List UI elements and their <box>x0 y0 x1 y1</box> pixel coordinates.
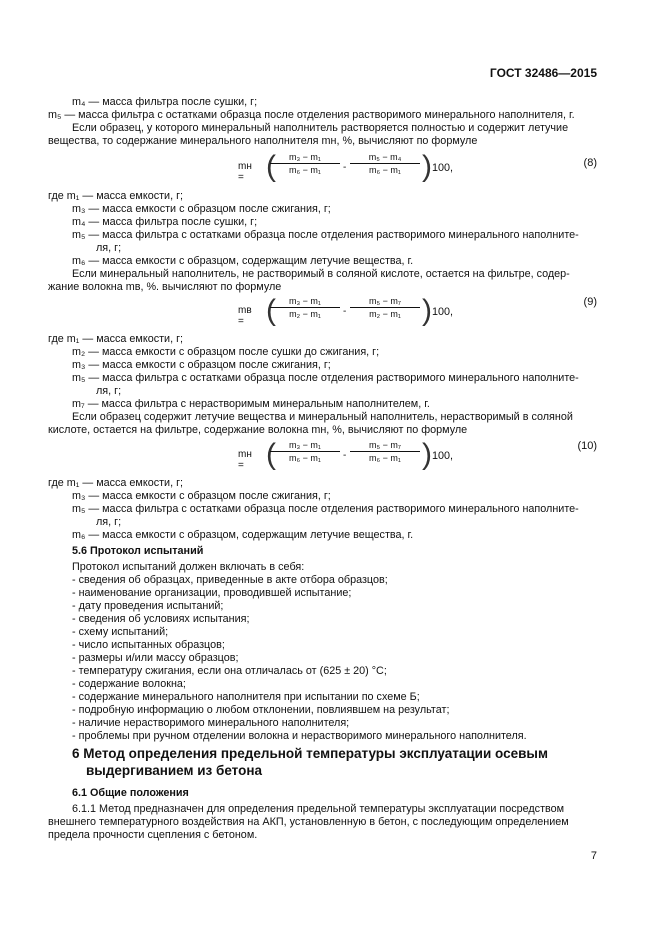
section-heading: 6.1 Общие положения <box>72 787 189 799</box>
formula-tail: 100, <box>432 162 454 174</box>
list-item: - температуру сжигания, если она отличалась от (625 ± 20) °С; <box>72 665 387 677</box>
legend-line: m₅ — масса фильтра с остатками образца после отделения растворимого минерального наполните- <box>72 503 579 515</box>
legend-line: m₃ — масса емкости с образцом после сжигания, г; <box>72 203 331 215</box>
minus-sign: - <box>343 450 347 461</box>
equation-number: (8) <box>583 157 597 169</box>
denominator: m₆ − m₁ <box>289 453 321 463</box>
equation-number: (10) <box>577 440 597 452</box>
legend-line: ля, г; <box>96 385 122 397</box>
page-number: 7 <box>590 850 597 862</box>
denominator: m₆ − m₁ <box>289 165 321 175</box>
left-bracket: ( <box>266 438 276 471</box>
list-item: - подробную информацию о любом отклонении, повлиявшем на результат; <box>72 704 450 716</box>
denominator: m₂ − m₁ <box>369 309 401 319</box>
paragraph-line: 6.1.1 Метод предназначен для определения предельной температуры эксплуатации посредством <box>72 803 565 815</box>
legend-line: m₃ — масса емкости с образцом после сжигания, г; <box>72 490 331 502</box>
legend-line: где m₁ — масса емкости, г; <box>48 190 184 202</box>
list-item: - наименование организации, проводившей испытание; <box>72 587 352 599</box>
paragraph-line: внешнего температурного воздействия на АКП, установленную в бетон, с последующим определением <box>48 816 569 828</box>
legend-line: m₄ — масса фильтра после сушки, г; <box>72 96 258 108</box>
numerator: m₃ − m₁ <box>270 152 340 164</box>
list-item: - сведения об условиях испытания; <box>72 613 250 625</box>
legend-line: m₇ — масса фильтра с нерастворимым минеральным наполнителем, г. <box>72 398 430 410</box>
paragraph-line: жание волокна mв, %. вычисляют по формуле <box>48 281 282 293</box>
fraction-1 <box>270 440 340 463</box>
formula-tail: 100, <box>432 306 454 318</box>
list-item: - схему испытаний; <box>72 626 169 638</box>
legend-line: m₅ — масса фильтра с остатками образца после отделения растворимого минерального наполнителя, г. <box>48 109 575 121</box>
denominator: m₆ − m₁ <box>369 453 401 463</box>
legend-line: m₃ — масса емкости с образцом после сжигания, г; <box>72 359 331 371</box>
right-bracket: ) <box>422 294 432 327</box>
section-heading: 5.6 Протокол испытаний <box>72 545 204 557</box>
paragraph-line: Если образец, у которого минеральный наполнитель растворяется полностью и содержит летучие <box>72 122 569 134</box>
document-header: ГОСТ 32486—2015 <box>489 66 597 80</box>
formula-lhs: mн = <box>238 449 252 471</box>
list-item: - сведения об образцах, приведенные в акте отбора образцов; <box>72 574 388 586</box>
numerator: m₅ − m₇ <box>350 296 420 308</box>
right-bracket: ) <box>422 438 432 471</box>
list-item: - дату проведения испытаний; <box>72 600 224 612</box>
paragraph-line: вещества, то содержание минерального наполнителя mн, %, вычисляют по формуле <box>48 135 478 147</box>
formula-tail: 100, <box>432 450 454 462</box>
list-item: - число испытанных образцов; <box>72 639 225 651</box>
formula-lhs: mв = <box>238 305 252 327</box>
paragraph-line: Протокол испытаний должен включать в себя: <box>72 561 305 573</box>
legend-line: m₅ — масса фильтра с остатками образца после отделения растворимого минерального наполните- <box>72 229 579 241</box>
legend-line: m₆ — масса емкости с образцом, содержащим летучие вещества, г. <box>72 255 414 267</box>
left-bracket: ( <box>266 150 276 183</box>
fraction-2 <box>350 152 420 175</box>
list-item: - проблемы при ручном отделении волокна и нерастворимого минерального наполнителя. <box>72 730 527 742</box>
legend-line: где m₁ — масса емкости, г; <box>48 477 184 489</box>
right-bracket: ) <box>422 150 432 183</box>
denominator: m₂ − m₁ <box>289 309 321 319</box>
paragraph-line: Если образец содержит летучие вещества и минеральный наполнитель, нерастворимый в соляной <box>72 411 573 423</box>
numerator: m₅ − m₄ <box>350 152 420 164</box>
legend-line: m₆ — масса емкости с образцом, содержащим летучие вещества, г. <box>72 529 414 541</box>
numerator: m₃ − m₁ <box>270 296 340 308</box>
legend-line: m₂ — масса емкости с образцом после сушки до сжигания, г; <box>72 346 380 358</box>
minus-sign: - <box>343 306 347 317</box>
legend-line: m₅ — масса фильтра с остатками образца после отделения растворимого минерального наполните- <box>72 372 579 384</box>
paragraph-line: кислоте, остается на фильтре, содержание волокна mн, %, вычисляют по формуле <box>48 424 468 436</box>
denominator: m₆ − m₁ <box>369 165 401 175</box>
paragraph-line: предела прочности сцепления с бетоном. <box>48 829 258 841</box>
list-item: - наличие нерастворимого минерального наполнителя; <box>72 717 350 729</box>
left-bracket: ( <box>266 294 276 327</box>
equation-number: (9) <box>583 296 597 308</box>
fraction-2 <box>350 296 420 319</box>
formula-lhs: mн = <box>238 161 252 183</box>
fraction-2 <box>350 440 420 463</box>
chapter-heading: выдергиванием из бетона <box>86 763 262 778</box>
legend-line: m₄ — масса фильтра после сушки, г; <box>72 216 258 228</box>
chapter-heading: 6 Метод определения предельной температуры эксплуатации осевым <box>72 746 548 761</box>
list-item: - размеры и/или массу образцов; <box>72 652 239 664</box>
legend-line: ля, г; <box>96 516 122 528</box>
minus-sign: - <box>343 162 347 173</box>
list-item: - содержание волокна; <box>72 678 186 690</box>
fraction-1 <box>270 152 340 175</box>
legend-line: где m₁ — масса емкости, г; <box>48 333 184 345</box>
fraction-1 <box>270 296 340 319</box>
numerator: m₃ − m₁ <box>270 440 340 452</box>
paragraph-line: Если минеральный наполнитель, не растворимый в соляной кислоте, остается на фильтре, содер- <box>72 268 570 280</box>
list-item: - содержание минерального наполнителя при испытании по схеме Б; <box>72 691 420 703</box>
numerator: m₅ − m₇ <box>350 440 420 452</box>
legend-line: ля, г; <box>96 242 122 254</box>
